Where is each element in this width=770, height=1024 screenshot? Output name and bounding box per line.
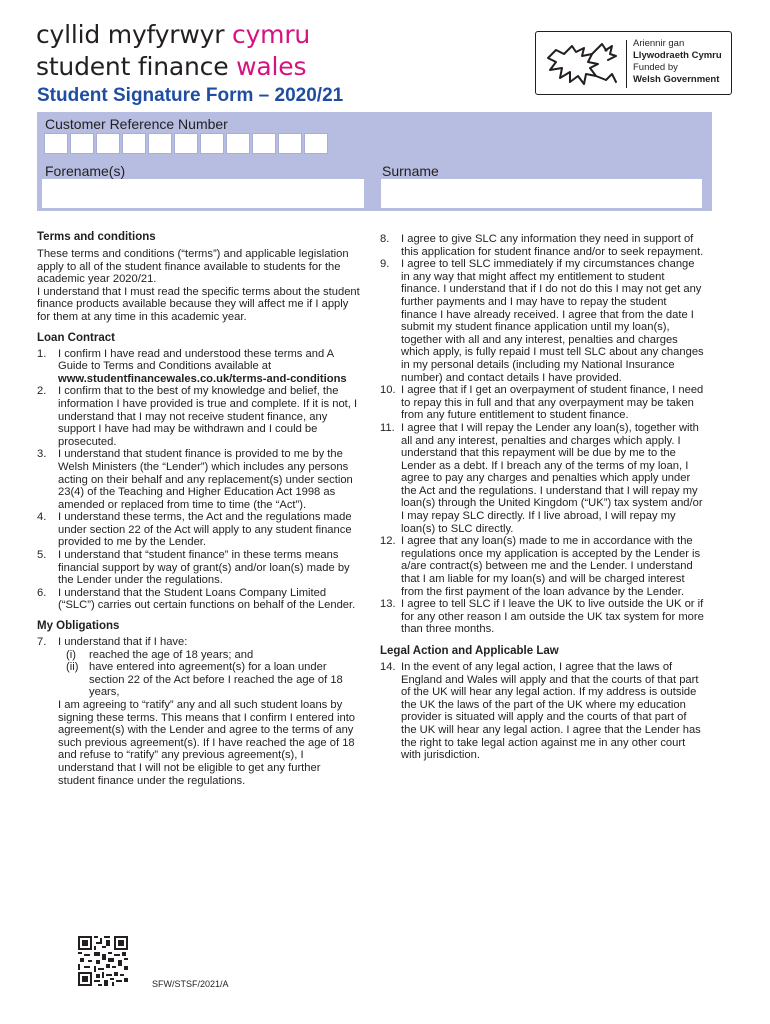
qr-code-icon	[78, 936, 128, 986]
term-number: 14.	[380, 661, 396, 673]
term-text: In the event of any legal action, I agree that the laws of England and Wales will apply and that the courts of that part of the UK will hear any legal action. If my address is outside the UK the laws of the part of the UK where my education provider is situated will apply and the courts of that part of the UK will hear any legal action. I agree that the Lender has the right to take legal action against me in any other court with jurisdiction.	[401, 661, 701, 762]
term-text: I understand these terms, the Act and the regulations made under section 22 of the Act will apply to any student finance provided to me by the Lender.	[58, 511, 352, 549]
term-text: I understand that if I have:	[58, 636, 188, 649]
term-number: 3.	[37, 448, 47, 461]
term-number: 9.	[380, 258, 390, 271]
legal-action-heading: Legal Action and Applicable Law	[380, 645, 559, 657]
term-item-4	[37, 511, 360, 549]
funder-line1: Ariennir gan	[633, 38, 685, 49]
forename-field[interactable]	[42, 179, 364, 208]
term-text: I understand that student finance is provided to me by the Welsh Ministers (the “Lender”) which includes any persons acting on their behalf and any replacement(s) under section 23(4) of the Teaching and Higher Education Act 1998 as amended or replaced from time to time (the “Act”).	[58, 448, 353, 511]
page-title: Student Signature Form – 2020/21	[37, 85, 344, 106]
forename-label: Forename(s)	[45, 163, 126, 179]
term-item-11	[380, 422, 705, 535]
obligations-heading: My Obligations	[37, 620, 120, 633]
term-text: I agree to tell SLC if I leave the UK to live outside the UK or if for any other reason I am outside the UK tax system for more than three months.	[401, 598, 704, 636]
term-item-1	[37, 348, 360, 386]
terms-right-column	[380, 233, 705, 762]
funder-line2: Llywodraeth Cymru	[633, 50, 722, 61]
crn-digit-box[interactable]	[44, 133, 68, 154]
crn-digit-box[interactable]	[304, 133, 328, 154]
brand-line1-accent: cymru	[232, 20, 311, 49]
funder-line3: Funded by	[633, 62, 678, 73]
term-number: 8.	[380, 233, 390, 245]
crn-digit-box[interactable]	[252, 133, 276, 154]
brand-logo-text	[36, 20, 310, 82]
term-number: 2.	[37, 385, 47, 398]
brand-line2-accent: wales	[236, 52, 307, 81]
term-subitem-ii	[58, 661, 360, 699]
term-item-8	[380, 233, 705, 258]
term-text: I agree that if I get an overpayment of student finance, I need to repay this in full and that any overpayment may be taken from any future entitlement to student finance.	[401, 384, 704, 422]
terms-intro-2: I understand that I must read the specific terms about the student finance products available because they will affect me if I apply for them at any time in this academic year.	[37, 285, 360, 323]
term-number: 7.	[37, 636, 47, 649]
term-text: I confirm that to the best of my knowledge and belief, the information I have provided is true and complete. If it is not, I understand that I may not receive student finance, any support I have had may be withdrawn and I could be prosecuted.	[58, 385, 358, 448]
crn-digit-box[interactable]	[226, 133, 250, 154]
logo-divider	[626, 40, 627, 88]
subitem-text: reached the age of 18 years; and	[89, 648, 254, 661]
student-details-form	[37, 112, 712, 211]
terms-left-column	[37, 231, 360, 787]
term-item-3	[37, 448, 360, 511]
term-item-13	[380, 598, 705, 636]
term-item-9	[380, 258, 705, 384]
crn-digit-box[interactable]	[148, 133, 172, 154]
surname-field[interactable]	[381, 179, 702, 208]
terms-intro-1: These terms and conditions (“terms”) and applicable legislation apply to all of the student finance available to students for the academic year 2020/21.	[37, 248, 349, 286]
subitem-number: (ii)	[66, 661, 79, 674]
term-item-14	[380, 661, 705, 762]
subitem-text: have entered into agreement(s) for a loan under section 22 of the Act before I reached the age of 18 years,	[89, 661, 343, 699]
welsh-dragon-icon	[542, 38, 622, 90]
term-item-5	[37, 549, 360, 587]
term-item-7	[37, 636, 360, 787]
term-number: 1.	[37, 347, 47, 360]
brand-line2-text: student finance	[36, 52, 229, 81]
term-number: 11.	[380, 421, 395, 434]
brand-line-welsh	[36, 20, 310, 50]
term-number: 4.	[37, 511, 47, 524]
term-item-10	[380, 384, 705, 422]
term-7-continuation: I am agreeing to “ratify” any and all such student loans by signing these terms. This means that I confirm I entered into agreement(s) with the Lender and agree to the terms of any such previous agreement(s). If I have reached the age of 18 and refuse to “ratify” any previous agreement(s), I understand that I will not be eligible to get any further student finance under the regulations.	[58, 699, 356, 787]
loan-contract-heading: Loan Contract	[37, 331, 115, 344]
term-text: I agree that I will repay the Lender any loan(s), together with all and any interest, penalties and charges which apply. I understand that this repayment will be due by me to the Lender as a debt. If I breach any of the terms of my loan, I agree to pay any charges and penalties which apply under the Act and the regulations. I understand that I will repay my loan(s) through the United Kingdom (“UK”) tax system and/or I may repay SLC directly. If I live abroad, I will repay my loan(s) to SLC directly.	[401, 421, 703, 535]
term-number: 13.	[380, 598, 396, 611]
terms-heading: Terms and conditions	[37, 231, 156, 243]
term-subitem-i	[58, 649, 360, 662]
welsh-government-logo	[535, 31, 732, 95]
term-item-12	[380, 535, 705, 598]
surname-label: Surname	[382, 163, 439, 179]
term-number: 5.	[37, 549, 47, 562]
crn-digit-box[interactable]	[96, 133, 120, 154]
crn-digit-box[interactable]	[70, 133, 94, 154]
form-code: SFW/STSF/2021/A	[152, 979, 229, 989]
funder-line4: Welsh Government	[633, 74, 720, 85]
brand-line1-text: cyllid myfyrwyr	[36, 20, 225, 49]
term-text: I agree to give SLC any information they need in support of this application for student finance and/or to seek repayment.	[401, 233, 704, 258]
term-item-2	[37, 385, 360, 448]
crn-input-boxes	[44, 133, 328, 154]
term-text: I agree that any loan(s) made to me in accordance with the regulations once my application is accepted by the Lender is a/are contract(s) between me and the Lender. I understand that I am liable for my loan(s) and will be charged interest from the first payment of the loan advance by the Lender.	[401, 535, 701, 598]
brand-line-english	[36, 52, 310, 82]
funder-text	[633, 38, 722, 86]
term-text: I understand that “student finance” in these terms means financial support by way of grant(s) and/or loan(s) made by the Lender under the regulations.	[58, 549, 350, 587]
term-number: 10.	[380, 384, 396, 397]
subitem-number: (i)	[66, 648, 76, 661]
crn-digit-box[interactable]	[174, 133, 198, 154]
terms-url-link[interactable]: www.studentfinancewales.co.uk/terms-and-conditions	[58, 372, 347, 385]
term-text: I confirm I have read and understood these terms and A Guide to Terms and Conditions available at	[58, 347, 334, 373]
term-text: I agree to tell SLC immediately if my circumstances change in any way that might affect my entitlement to student finance. I understand that if I do not do this I may not get any further payments and I may have to repay the student finance I have already received. I agree that from the date I submit my student finance application until my loan(s), together with all and any interest, penalties and charges which apply, is fully repaid I must tell SLC about any changes in my personal details (including my National Insurance number) and contact details I have provided.	[401, 258, 704, 384]
term-text: I understand that the Student Loans Company Limited (“SLC”) carries out certain functions on behalf of the Lender.	[58, 586, 356, 612]
crn-digit-box[interactable]	[122, 133, 146, 154]
crn-digit-box[interactable]	[200, 133, 224, 154]
term-item-6	[37, 587, 360, 612]
term-number: 6.	[37, 586, 47, 599]
term-number: 12.	[380, 535, 396, 548]
crn-digit-box[interactable]	[278, 133, 302, 154]
crn-label: Customer Reference Number	[45, 116, 228, 132]
